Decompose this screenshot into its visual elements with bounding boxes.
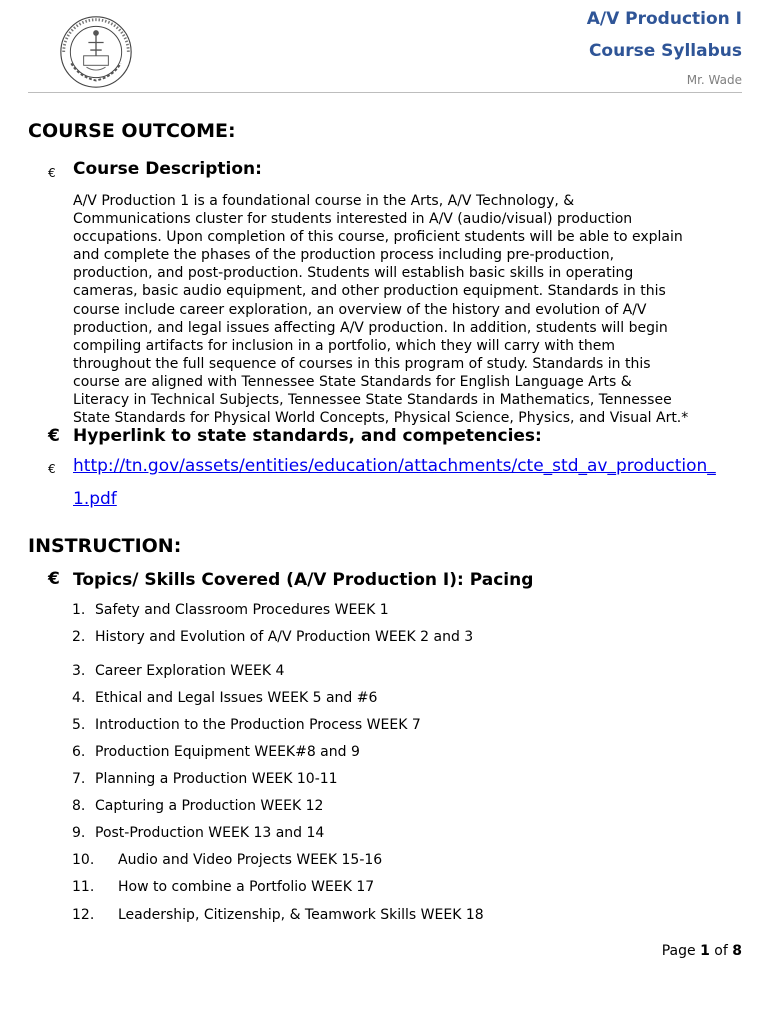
description-line: A/V Production 1 is a foundational course in the Arts, A/V Technology, &: [73, 193, 575, 209]
list-item: Audio and Video Projects WEEK 15-16: [118, 852, 383, 868]
bullet-icon: €: [48, 462, 56, 476]
page-of: of: [714, 943, 728, 959]
description-line: throughout the full sequence of courses in this program of study. Standards in this: [73, 355, 651, 372]
list-item-number: 4.: [72, 690, 86, 706]
course-description-heading: Course Description:: [73, 159, 262, 179]
state-standards-link[interactable]: http://tn.gov/assets/entities/education/attachments/cte_std_av_production_: [73, 456, 716, 476]
hyperlink-heading: Hyperlink to state standards, and competencies:: [73, 426, 542, 446]
list-item-number: 11.: [72, 879, 95, 895]
list-item: History and Evolution of A/V Production WEEK 2 and 3: [95, 629, 474, 645]
page-total: 8: [732, 943, 742, 959]
instruction-heading: INSTRUCTION:: [28, 535, 182, 557]
description-line: Communications cluster for students interested in A/V (audio/visual) production: [73, 211, 633, 228]
list-item-number: 10.: [72, 852, 95, 868]
list-item: Planning a Production WEEK 10-11: [95, 771, 338, 787]
list-item: Post-Production WEEK 13 and 14: [95, 825, 325, 841]
description-line: State Standards for Physical World Concepts, Physical Science, Physics, and Visual Art.*: [73, 410, 689, 427]
page-word: Page: [661, 943, 696, 959]
page-number: [662, 943, 742, 959]
list-item: How to combine a Portfolio WEEK 17: [118, 879, 375, 895]
list-item-number: 8.: [72, 798, 86, 814]
course-title: A/V Production I: [586, 9, 742, 29]
description-line: production, and post-production. Students will establish basic skills in operating: [73, 265, 634, 282]
bullet-icon: €: [48, 426, 60, 446]
list-item: Career Exploration WEEK 4: [95, 663, 285, 679]
list-item-number: 3.: [72, 663, 86, 679]
page-current: 1: [700, 943, 710, 959]
topics-heading: Topics/ Skills Covered (A/V Production I): Pacing: [73, 570, 534, 590]
list-item-number: 6.: [72, 744, 86, 760]
description-line: Literacy in Technical Subjects, Tennessee State Standards in Mathematics, Tennessee: [73, 392, 672, 409]
description-line: course include career exploration, an overview of the history and evolution of A/V: [73, 301, 647, 318]
list-item: Ethical and Legal Issues WEEK 5 and #6: [95, 690, 378, 706]
list-item: Production Equipment WEEK#8 and 9: [95, 744, 360, 760]
description-line: course are aligned with Tennessee State Standards for English Language Arts &: [73, 373, 632, 390]
list-item-number: 1.: [72, 602, 86, 618]
bullet-icon: €: [48, 166, 56, 180]
description-line: compiling artifacts for inclusion in a portfolio, which they will carry with them: [73, 337, 616, 354]
list-item: Introduction to the Production Process WEEK 7: [95, 717, 421, 733]
course-description-paragraph: [73, 192, 741, 427]
teacher-name: Mr. Wade: [686, 73, 742, 87]
list-item: Capturing a Production WEEK 12: [95, 798, 324, 814]
description-line: cameras, basic audio equipment, and other production equipment. Standards in this: [73, 283, 666, 300]
list-item: Leadership, Citizenship, & Teamwork Skills WEEK 18: [118, 907, 484, 923]
description-line: occupations. Upon completion of this course, proficient students will be able to explain: [73, 229, 683, 246]
list-item-number: 12.: [72, 907, 95, 923]
course-outcome-heading: COURSE OUTCOME:: [28, 120, 236, 142]
list-item-number: 5.: [72, 717, 86, 733]
bullet-icon: €: [48, 569, 60, 589]
state-standards-link-continued[interactable]: 1.pdf: [73, 489, 117, 509]
list-item-number: 7.: [72, 771, 86, 787]
school-seal-icon: [58, 14, 134, 90]
list-item: Safety and Classroom Procedures WEEK 1: [95, 602, 389, 618]
page-header: [28, 0, 742, 93]
list-item-number: 9.: [72, 825, 86, 841]
description-line: and complete the phases of the production process including pre-production,: [73, 247, 615, 264]
document-subtitle: Course Syllabus: [588, 41, 742, 61]
list-item-number: 2.: [72, 629, 86, 645]
description-line: production, and legal issues affecting A/V production. In addition, students will begin: [73, 319, 668, 336]
